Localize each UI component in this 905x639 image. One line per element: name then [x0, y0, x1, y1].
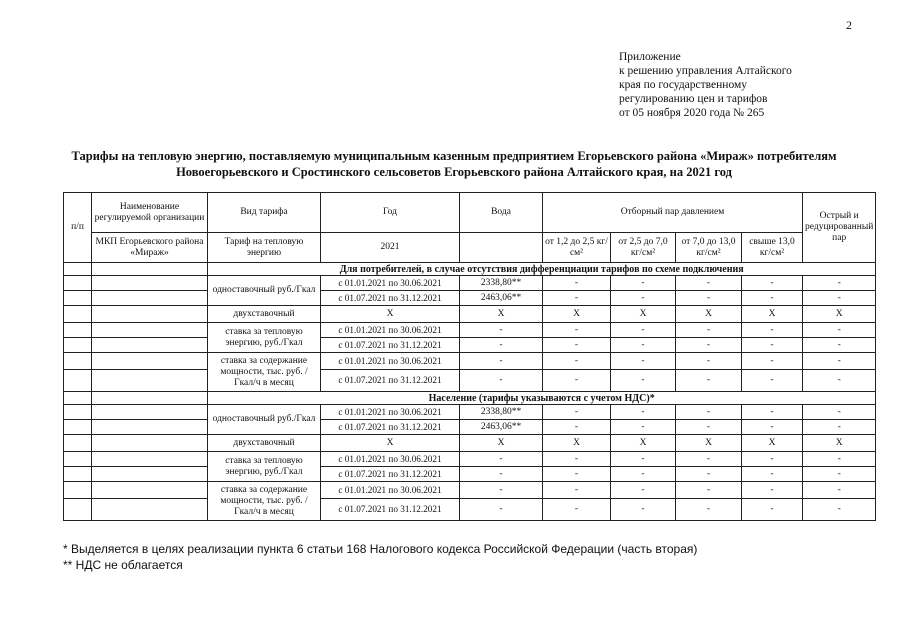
empty-cell: [64, 482, 92, 499]
value-cell: X: [543, 435, 611, 452]
table-row: [64, 306, 876, 323]
value-cell: -: [803, 353, 876, 370]
empty-cell: [64, 353, 92, 370]
value-cell: -: [543, 467, 611, 482]
empty-cell: [64, 392, 92, 405]
value-cell: -: [611, 420, 676, 435]
table-row: [64, 482, 876, 499]
empty-cell: [92, 452, 208, 467]
org-name: МКП Егорьевского района «Мираж»: [92, 233, 208, 263]
value-cell: -: [543, 323, 611, 338]
header-sharp-steam: Острый и редуцированный пар: [803, 193, 876, 263]
value-cell: X: [676, 306, 742, 323]
value-cell: -: [611, 323, 676, 338]
value-cell: -: [543, 370, 611, 392]
single-rate-label: одноставочный руб./Гкал: [208, 405, 321, 435]
value-cell: -: [460, 499, 543, 521]
empty-cell: [64, 263, 92, 276]
title-line: Новоегорьевского и Сростинского сельсоветов Егорьевского района Алтайского края, на 2021 год: [176, 165, 732, 179]
period-cell: с 01.07.2021 по 31.12.2021: [321, 338, 460, 353]
empty-cell: [64, 405, 92, 420]
empty-cell: [92, 291, 208, 306]
value-cell: -: [543, 291, 611, 306]
value-cell: -: [676, 291, 742, 306]
value-cell: -: [611, 482, 676, 499]
empty-cell: [92, 306, 208, 323]
value-cell: 2338,80**: [460, 276, 543, 291]
value-cell: -: [460, 482, 543, 499]
value-cell: -: [803, 467, 876, 482]
value-cell: -: [676, 323, 742, 338]
empty-cell: [64, 338, 92, 353]
value-cell: -: [460, 338, 543, 353]
power-rate-label: ставка за содержание мощности, тыс. руб. /Гкал/ч в месяц: [208, 482, 321, 521]
appendix-line: от 05 ноября 2020 года № 265: [619, 107, 765, 119]
empty-cell: [92, 353, 208, 370]
table-row: [64, 338, 876, 353]
value-cell: X: [742, 435, 803, 452]
empty-cell: [92, 323, 208, 338]
value-cell: -: [803, 482, 876, 499]
value-cell: -: [742, 323, 803, 338]
value-cell: -: [676, 370, 742, 392]
value-cell: -: [742, 499, 803, 521]
empty-cell: [92, 338, 208, 353]
empty-cell: [92, 420, 208, 435]
value-cell: -: [460, 452, 543, 467]
table-row: [64, 276, 876, 291]
water-empty: [460, 233, 543, 263]
header-num: п/п: [64, 193, 92, 263]
document-title: [40, 148, 868, 180]
value-cell: -: [543, 482, 611, 499]
table-row: [64, 420, 876, 435]
value-cell: -: [676, 405, 742, 420]
empty-cell: [92, 276, 208, 291]
value-cell: -: [611, 291, 676, 306]
appendix-line: края по государственному: [619, 79, 747, 91]
value-cell: -: [742, 482, 803, 499]
value-cell: -: [611, 338, 676, 353]
section-title-row: [64, 392, 876, 405]
value-cell: X: [676, 435, 742, 452]
period-cell: с 01.07.2021 по 31.12.2021: [321, 420, 460, 435]
tariff-year: 2021: [321, 233, 460, 263]
section-title-row: [64, 263, 876, 276]
value-cell: X: [321, 306, 460, 323]
value-cell: -: [460, 323, 543, 338]
empty-cell: [64, 499, 92, 521]
value-cell: 2463,06**: [460, 420, 543, 435]
value-cell: -: [676, 482, 742, 499]
value-cell: -: [742, 370, 803, 392]
value-cell: X: [611, 306, 676, 323]
value-cell: -: [611, 467, 676, 482]
page-number: 2: [846, 18, 852, 32]
empty-cell: [92, 435, 208, 452]
period-cell: с 01.07.2021 по 31.12.2021: [321, 370, 460, 392]
value-cell: -: [742, 291, 803, 306]
footnote: * Выделяется в целях реализации пункта 6 статьи 168 Налогового кодекса Российской Федерации (часть вторая): [63, 542, 698, 556]
value-cell: -: [742, 452, 803, 467]
value-cell: -: [676, 420, 742, 435]
header-steam: Отборный пар давлением: [543, 193, 803, 233]
value-cell: -: [803, 323, 876, 338]
value-cell: -: [611, 452, 676, 467]
value-cell: 2463,06**: [460, 291, 543, 306]
title-line: Тарифы на тепловую энергию, поставляемую муниципальным казенным предприятием Егорьевского района «Мираж» потребителям: [71, 149, 837, 163]
section-title: Население (тарифы указываются с учетом НДС)*: [208, 392, 876, 405]
value-cell: X: [460, 306, 543, 323]
value-cell: -: [611, 499, 676, 521]
value-cell: -: [676, 338, 742, 353]
empty-cell: [64, 435, 92, 452]
period-cell: с 01.07.2021 по 31.12.2021: [321, 291, 460, 306]
value-cell: X: [803, 435, 876, 452]
value-cell: -: [676, 452, 742, 467]
table-row: [64, 452, 876, 467]
footnote: ** НДС не облагается: [63, 558, 183, 572]
appendix-block: [619, 50, 792, 120]
empty-cell: [92, 482, 208, 499]
value-cell: -: [742, 405, 803, 420]
value-cell: -: [460, 467, 543, 482]
header-water: Вода: [460, 193, 543, 233]
period-cell: с 01.07.2021 по 31.12.2021: [321, 499, 460, 521]
table-row: [64, 405, 876, 420]
value-cell: -: [803, 420, 876, 435]
empty-cell: [92, 370, 208, 392]
empty-cell: [64, 276, 92, 291]
section-title: Для потребителей, в случае отсутствия дифференциации тарифов по схеме подключения: [208, 263, 876, 276]
empty-cell: [64, 420, 92, 435]
period-cell: с 01.01.2021 по 30.06.2021: [321, 323, 460, 338]
period-cell: с 01.01.2021 по 30.06.2021: [321, 405, 460, 420]
value-cell: -: [611, 370, 676, 392]
appendix-line: регулированию цен и тарифов: [619, 93, 768, 105]
value-cell: -: [611, 353, 676, 370]
table-row: [64, 370, 876, 392]
appendix-line: Приложение: [619, 51, 681, 63]
empty-cell: [92, 405, 208, 420]
table-row: [64, 467, 876, 482]
empty-cell: [64, 370, 92, 392]
value-cell: -: [543, 338, 611, 353]
value-cell: -: [611, 276, 676, 291]
value-cell: -: [460, 370, 543, 392]
value-cell: -: [742, 353, 803, 370]
value-cell: X: [803, 306, 876, 323]
header-pressure-4: свыше 13,0 кг/см²: [742, 233, 803, 263]
empty-cell: [92, 499, 208, 521]
value-cell: X: [321, 435, 460, 452]
value-cell: -: [543, 353, 611, 370]
value-cell: -: [676, 467, 742, 482]
empty-cell: [92, 392, 208, 405]
empty-cell: [92, 263, 208, 276]
empty-cell: [64, 452, 92, 467]
value-cell: -: [543, 499, 611, 521]
period-cell: с 01.07.2021 по 31.12.2021: [321, 467, 460, 482]
single-rate-label: одноставочный руб./Гкал: [208, 276, 321, 306]
empty-cell: [64, 306, 92, 323]
table-row: [64, 291, 876, 306]
value-cell: X: [742, 306, 803, 323]
header-pressure-1: от 1,2 до 2,5 кг/см²: [543, 233, 611, 263]
value-cell: -: [676, 499, 742, 521]
tariff-table: [63, 192, 876, 521]
period-cell: с 01.01.2021 по 30.06.2021: [321, 276, 460, 291]
value-cell: -: [543, 420, 611, 435]
value-cell: X: [543, 306, 611, 323]
period-cell: с 01.01.2021 по 30.06.2021: [321, 353, 460, 370]
value-cell: -: [803, 338, 876, 353]
value-cell: -: [803, 276, 876, 291]
value-cell: 2338,80**: [460, 405, 543, 420]
table-row: [64, 323, 876, 338]
value-cell: -: [460, 353, 543, 370]
value-cell: -: [742, 467, 803, 482]
footnotes: [63, 541, 697, 573]
value-cell: -: [742, 420, 803, 435]
value-cell: -: [803, 405, 876, 420]
table-row: [64, 435, 876, 452]
value-cell: -: [803, 291, 876, 306]
power-rate-label: ставка за содержание мощности, тыс. руб. /Гкал/ч в месяц: [208, 353, 321, 392]
value-cell: -: [543, 452, 611, 467]
empty-cell: [92, 467, 208, 482]
heat-rate-label: ставка за тепловую энергию, руб./Гкал: [208, 452, 321, 482]
value-cell: -: [803, 370, 876, 392]
table-row: [64, 353, 876, 370]
two-rate-label: двухставочный: [208, 306, 321, 323]
value-cell: -: [676, 353, 742, 370]
value-cell: -: [611, 405, 676, 420]
value-cell: -: [803, 499, 876, 521]
period-cell: с 01.01.2021 по 30.06.2021: [321, 482, 460, 499]
header-year: Год: [321, 193, 460, 233]
value-cell: -: [543, 405, 611, 420]
table-row: [64, 499, 876, 521]
heat-rate-label: ставка за тепловую энергию, руб./Гкал: [208, 323, 321, 353]
period-cell: с 01.01.2021 по 30.06.2021: [321, 452, 460, 467]
header-pressure-2: от 2,5 до 7,0 кг/см²: [611, 233, 676, 263]
value-cell: -: [742, 338, 803, 353]
value-cell: -: [742, 276, 803, 291]
value-cell: -: [543, 276, 611, 291]
header-pressure-3: от 7,0 до 13,0 кг/см²: [676, 233, 742, 263]
header-org: Наименование регулируемой организации: [92, 193, 208, 233]
value-cell: -: [803, 452, 876, 467]
empty-cell: [64, 323, 92, 338]
empty-cell: [64, 467, 92, 482]
value-cell: X: [460, 435, 543, 452]
value-cell: -: [676, 276, 742, 291]
empty-cell: [64, 291, 92, 306]
appendix-line: к решению управления Алтайского: [619, 65, 792, 77]
two-rate-label: двухставочный: [208, 435, 321, 452]
header-tariff-type: Вид тарифа: [208, 193, 321, 233]
value-cell: X: [611, 435, 676, 452]
tariff-type: Тариф на тепловую энергию: [208, 233, 321, 263]
